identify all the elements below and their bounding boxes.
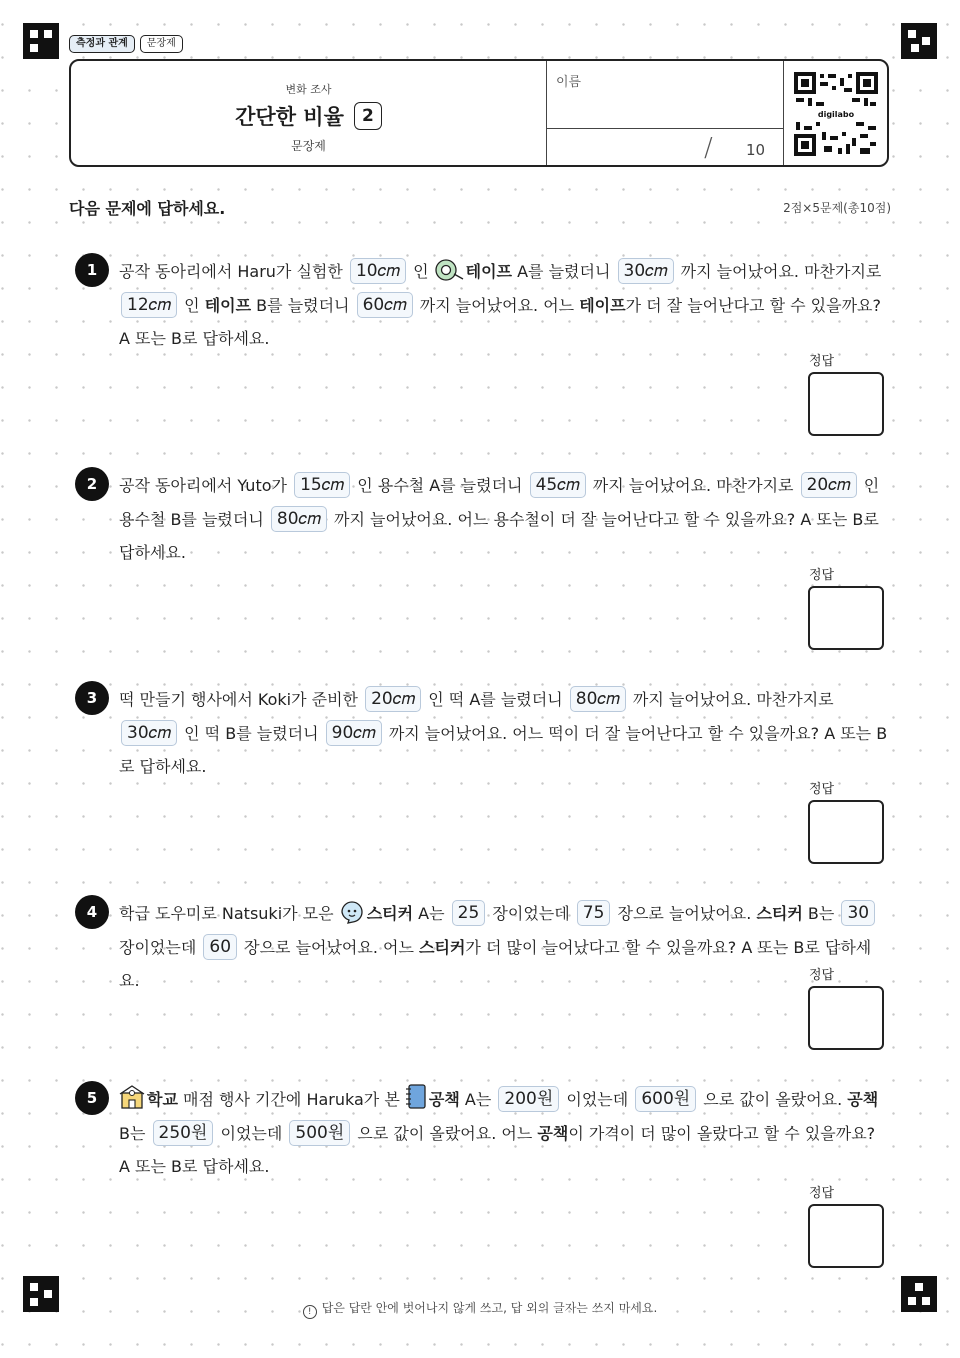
type-tag: 문장제 (140, 35, 183, 53)
worksheet-type: 문장제 (291, 139, 326, 153)
keyword: 테이프 (465, 262, 513, 281)
keyword: 스티커 (419, 937, 466, 957)
answer-label: 정답 (809, 968, 835, 983)
question-number: 4 (75, 895, 109, 929)
value-box: 20𝑐𝑚 (801, 472, 857, 498)
value-box: 20𝑐𝑚 (365, 686, 421, 712)
question-number: 2 (75, 467, 109, 501)
keyword: 공책 (537, 1123, 569, 1143)
answer-label: 정답 (809, 1186, 835, 1201)
keyword: 테이프 (579, 295, 626, 315)
points-info: 2점×5문제(총10점) (783, 201, 891, 215)
question-number: 3 (75, 681, 109, 715)
text-segment: 공작 동아리에서 Yuto가 (119, 476, 287, 495)
text-segment: 으로 값이 올랐어요. 어느 (357, 1123, 533, 1143)
text-segment: A는 (464, 1090, 492, 1109)
answer-box-1[interactable] (808, 372, 884, 436)
value-box: 30 (841, 900, 875, 926)
keyword: 학교 (147, 1090, 178, 1109)
value-box: 500원 (289, 1120, 350, 1146)
title-block (71, 61, 546, 165)
text-segment: 공작 동아리에서 Haru가 실험한 (119, 262, 343, 281)
text-segment: B는 (807, 904, 835, 923)
qr-label: digilabo (817, 110, 855, 119)
question-text (119, 897, 889, 998)
text-segment: A는 (418, 904, 445, 923)
keyword: 테이프 (204, 295, 252, 315)
text-segment: 까지 늘어났어요. 마찬가지로 (632, 690, 834, 709)
text-segment: 이었는데 (566, 1090, 629, 1109)
value-box: 12𝑐𝑚 (121, 292, 177, 318)
text-segment: 으로 값이 올랐어요. (703, 1090, 843, 1109)
value-box: 25 (452, 900, 486, 926)
corner-marker-top-left (23, 23, 59, 59)
notebook-icon (405, 1084, 427, 1110)
text-segment: 인 (413, 262, 429, 281)
footer-note (0, 1299, 960, 1319)
instruction-text: 다음 문제에 답하세요. (69, 199, 226, 218)
name-label: 이름 (556, 75, 582, 90)
text-segment: 장이었는데 (492, 904, 570, 923)
value-box: 60 (203, 934, 237, 960)
text-segment: 인 (184, 295, 200, 315)
text-segment: 까지 늘어났어요. 어느 용수철이 더 잘 늘어난다고 할 수 있을까요? A 또는 B로 답하세요. (119, 509, 879, 562)
text-segment: 까지 늘어났어요. 마찬가지로 (680, 262, 882, 281)
keyword: 공책 (428, 1090, 460, 1109)
value-box: 80𝑐𝑚 (570, 686, 626, 712)
text-segment: 장으로 늘어났어요. (617, 904, 752, 923)
category-tag: 측정과 관계 (69, 35, 135, 53)
text-segment: 매점 행사 기간에 Haruka가 본 (183, 1090, 400, 1109)
text-segment: B는 (119, 1123, 146, 1143)
text-segment: 학급 도우미로 Natsuki가 모은 (119, 904, 334, 923)
name-score-block (546, 61, 784, 165)
value-box: 15𝑐𝑚 (294, 472, 350, 498)
text-segment: 떡 만들기 행사에서 Koki가 준비한 (119, 690, 359, 709)
text-segment: 가 더 많이 늘어났다고 할 수 있을까요? A 또는 B로 답하세요. (119, 937, 872, 990)
answer-box-4[interactable] (808, 986, 884, 1050)
corner-marker-top-right (901, 23, 937, 59)
value-box: 30𝑐𝑚 (618, 258, 674, 284)
text-segment: 장이었는데 (119, 937, 197, 957)
text-segment: 인 용수철 A를 늘렸더니 (357, 476, 523, 495)
value-box: 60𝑐𝑚 (357, 292, 413, 318)
value-box: 30𝑐𝑚 (121, 720, 177, 746)
divider (547, 128, 783, 129)
text-segment: 까지 늘어났어요. 어느 떡이 더 잘 늘어난다고 할 수 있을까요? A 또는 B로 답하세요. (119, 723, 888, 776)
footer-text: 답은 답란 안에 벗어나지 않게 쓰고, 답 외의 글자는 쓰지 마세요. (321, 1301, 658, 1315)
text-segment: 인 용수철 B를 늘렸더니 (119, 476, 880, 529)
keyword: 공책 (847, 1090, 879, 1109)
qr-code-icon (794, 72, 878, 156)
school-icon (119, 1084, 145, 1110)
worksheet-title-row (71, 101, 546, 131)
text-segment: A를 늘렸더니 (517, 262, 611, 281)
text-segment: 가 더 잘 늘어난다고 할 수 있을까요? A 또는 B로 답하세요. (119, 295, 881, 348)
warning-icon: ! (303, 1305, 317, 1319)
value-box: 90𝑐𝑚 (326, 720, 382, 746)
text-segment: 이었는데 (220, 1123, 283, 1143)
worksheet-subtitle: 변화 조사 (285, 83, 332, 96)
tape-icon (434, 258, 464, 282)
text-segment: 까지 늘어났어요. 마찬가지로 (592, 476, 794, 495)
category-tags (69, 35, 183, 53)
answer-box-5[interactable] (808, 1204, 884, 1268)
keyword: 스티커 (366, 904, 414, 923)
text-segment: 인 떡 A를 늘렸더니 (428, 690, 563, 709)
worksheet-title: 간단한 비율 (235, 105, 344, 129)
value-box: 10𝑐𝑚 (350, 258, 406, 284)
text-segment: 장으로 늘어났어요. 어느 (244, 937, 414, 957)
answer-box-3[interactable] (808, 800, 884, 864)
value-box: 250원 (153, 1120, 214, 1146)
value-box: 80𝑐𝑚 (271, 506, 327, 532)
question-text (119, 469, 889, 570)
score-total: 10 (746, 141, 766, 159)
answer-label: 정답 (809, 354, 835, 369)
value-box: 200원 (498, 1086, 559, 1112)
answer-box-2[interactable] (808, 586, 884, 650)
text-segment: 이 가격이 더 많이 올랐다고 할 수 있을까요? A 또는 B로 답하세요. (119, 1123, 876, 1176)
sticker-icon (339, 900, 365, 924)
answer-label: 정답 (809, 568, 835, 583)
question-number: 5 (75, 1081, 109, 1115)
worksheet-number: 2 (354, 102, 382, 130)
value-box: 600원 (635, 1086, 696, 1112)
value-box: 75 (577, 900, 611, 926)
question-text (119, 683, 889, 784)
question-text (119, 1083, 889, 1184)
answer-label: 정답 (809, 782, 835, 797)
text-segment: 인 떡 B를 늘렸더니 (184, 723, 319, 743)
question-number: 1 (75, 253, 109, 287)
score-slash: / (704, 133, 713, 163)
worksheet-header (69, 59, 889, 167)
text-segment: B를 늘렸더니 (256, 295, 350, 315)
question-text (119, 255, 889, 356)
keyword: 스티커 (756, 904, 803, 923)
value-box: 45𝑐𝑚 (530, 472, 586, 498)
text-segment: 까지 늘어났어요. 어느 (419, 295, 575, 315)
